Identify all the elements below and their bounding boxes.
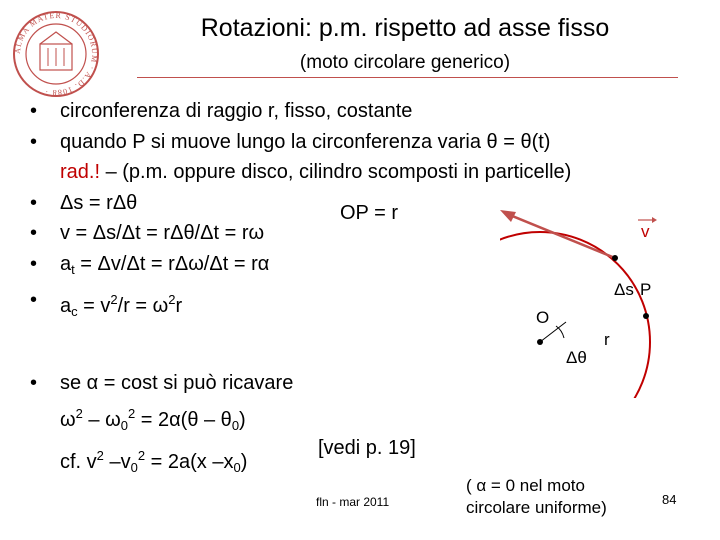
dtheta-arc bbox=[556, 326, 564, 338]
op-equals-r-label: OP = r bbox=[340, 202, 398, 224]
bullet-item: • Δs = rΔθ bbox=[30, 191, 138, 214]
slide-footer: fln - mar 2011 bbox=[316, 495, 390, 509]
page-number: 84 bbox=[662, 492, 677, 507]
dtheta-label: Δθ bbox=[566, 348, 587, 367]
linear-formula: cf. $v^2$ $-v_0^2 = 2a(x$ $-x_0$) bbox=[60, 448, 248, 475]
bullet-list bbox=[30, 96, 571, 328]
bullet-item: • quando P si muove lungo la circonferenza varia θ = θ(t) bbox=[30, 130, 551, 153]
bullet-item: • se α = cost si può ricavare bbox=[30, 372, 294, 394]
svg-text:ALMA MATER STUDIORUM · A.D. 10: ALMA MATER STUDIORUM · A.D. 1088 · bbox=[12, 10, 100, 98]
velocity-label: v bbox=[641, 222, 650, 241]
point-p bbox=[643, 313, 649, 319]
bullet-continuation: rad.! – (p.m. oppure disco, cilindro scomposti in particelle) bbox=[60, 161, 572, 183]
university-seal-icon bbox=[10, 8, 102, 100]
ds-label: Δs bbox=[614, 280, 634, 299]
point-o bbox=[537, 339, 543, 345]
title-divider bbox=[137, 77, 678, 78]
point-start bbox=[612, 255, 618, 261]
circle-path bbox=[500, 232, 650, 398]
page-reference: [vedi p. 19] bbox=[318, 437, 416, 459]
alpha-bullet-list bbox=[30, 368, 293, 484]
bullet-item: • $a_t = \Delta v/\Delta t = r\Delta\omega/\Delta t = r\alpha$ bbox=[30, 252, 270, 277]
o-label: O bbox=[536, 308, 550, 327]
slide-title: Rotazioni: p.m. rispetto ad asse fisso bbox=[200, 14, 610, 42]
bullet-item: • $a_c = v^2/r = \omega^2r$ bbox=[30, 289, 183, 319]
r-label: r bbox=[604, 330, 610, 349]
slide-subtitle: (moto circolare generico) bbox=[299, 52, 511, 73]
tangent-line bbox=[505, 213, 615, 258]
bullet-item: • circonferenza di raggio r, fisso, costante bbox=[30, 100, 413, 122]
uniform-motion-note: ( α = 0 nel moto circolare uniforme) bbox=[466, 476, 607, 517]
p-label: P bbox=[640, 280, 652, 299]
velocity-arrowhead bbox=[500, 210, 516, 222]
circular-motion-diagram bbox=[500, 198, 720, 398]
omega-formula: $\omega^2 - \omega_0^2 = 2\alpha(\theta - \theta_0)$ bbox=[60, 405, 246, 433]
bullet-item: • v = Δs/Δt = rΔθ/Δt = rω bbox=[30, 222, 265, 244]
